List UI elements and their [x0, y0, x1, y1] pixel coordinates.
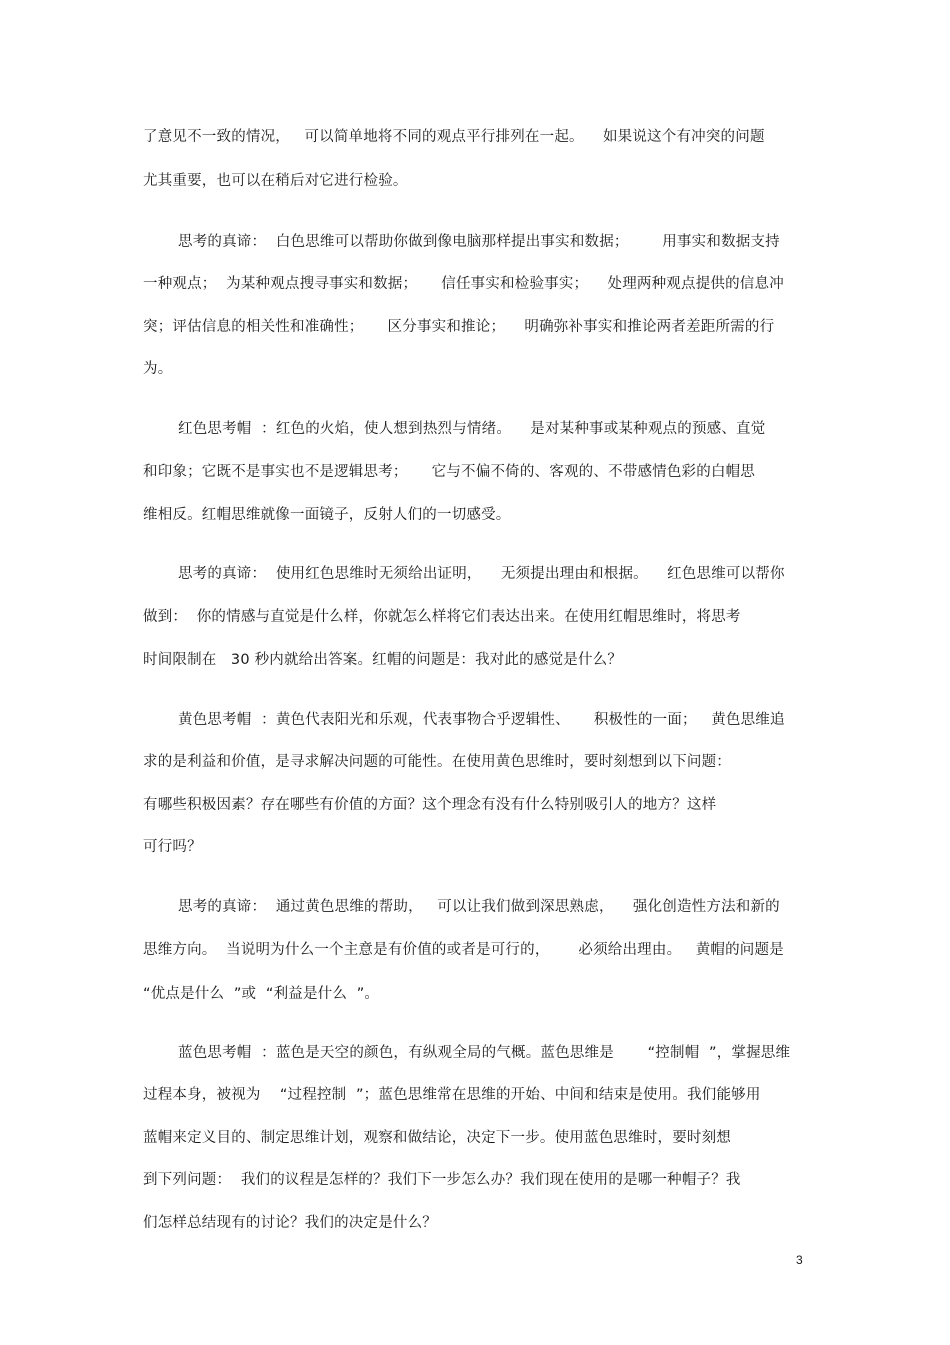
text-line: 尤其重要，也可以在稍后对它进行检验。: [143, 173, 408, 189]
text-line: 求的是利益和价值，是寻求解决问题的可能性。在使用黄色思维时，要时刻想到以下问题：: [143, 754, 731, 770]
text-line: 到下列问题： 我们的议程是怎样的？我们下一步怎么办？我们现在使用的是哪一种帽子？我: [143, 1172, 741, 1188]
text-line: 了意见不一致的情况， 可以简单地将不同的观点平行排列在一起。 如果说这个有冲突的问题: [143, 129, 765, 145]
text-line: 维相反。红帽思维就像一面镜子，反射人们的一切感受。: [143, 507, 511, 523]
text-line: 黄色思考帽 ：黄色代表阳光和乐观，代表事物合乎逻辑性、 积极性的一面； 黄色思维追: [178, 712, 785, 728]
page-number: 3: [796, 1253, 803, 1267]
text-line: 过程本身，被视为 “过程控制 ”；蓝色思维常在思维的开始、中间和结束是使用。我们能够用: [143, 1087, 761, 1103]
text-line: 和印象；它既不是事实也不是逻辑思考； 它与不偏不倚的、客观的、不带感情色彩的白帽思: [143, 464, 756, 480]
text-line: 蓝帽来定义目的、制定思维计划，观察和做结论，决定下一步。使用蓝色思维时，要时刻想: [143, 1130, 731, 1146]
text-line: 可行吗？: [143, 839, 202, 855]
text-line: “优点是什么 ”或 “利益是什么 ”。: [143, 986, 380, 1002]
text-line: 有哪些积极因素？存在哪些有价值的方面？这个理念有没有什么特别吸引人的地方？这样: [143, 797, 717, 813]
text-line: 思考的真谛： 白色思维可以帮助你做到像电脑那样提出事实和数据； 用事实和数据支持: [178, 234, 780, 250]
text-line: 做到： 你的情感与直觉是什么样，你就怎么样将它们表达出来。在使用红帽思维时，将思考: [143, 609, 741, 625]
text-line: 红色思考帽 ：红色的火焰，使人想到热烈与情绪。 是对某种事或某种观点的预感、直觉: [178, 421, 766, 437]
text-line: 思考的真谛： 通过黄色思维的帮助， 可以让我们做到深思熟虑， 强化创造性方法和新的: [178, 899, 780, 915]
text-line: 突；评估信息的相关性和准确性； 区分事实和推论； 明确弥补事实和推论两者差距所需的行: [143, 319, 775, 335]
text-line: 时间限制在 30 秒内就给出答案。红帽的问题是：我对此的感觉是什么？: [143, 652, 623, 668]
text-line: 蓝色思考帽 ：蓝色是天空的颜色，有纵观全局的气概。蓝色思维是 “控制帽 ”，掌握思维: [178, 1045, 791, 1061]
text-line: 们怎样总结现有的讨论？我们的决定是什么？: [143, 1215, 437, 1231]
text-line: 思考的真谛： 使用红色思维时无须给出证明， 无须提出理由和根据。 红色思维可以帮你: [178, 566, 785, 582]
text-line: 为。: [143, 361, 173, 377]
text-line: 一种观点； 为某种观点搜寻事实和数据； 信任事实和检验事实； 处理两种观点提供的信息冲: [143, 276, 784, 292]
text-line: 思维方向。 当说明为什么一个主意是有价值的或者是可行的， 必须给出理由。 黄帽的问题是: [143, 942, 784, 958]
